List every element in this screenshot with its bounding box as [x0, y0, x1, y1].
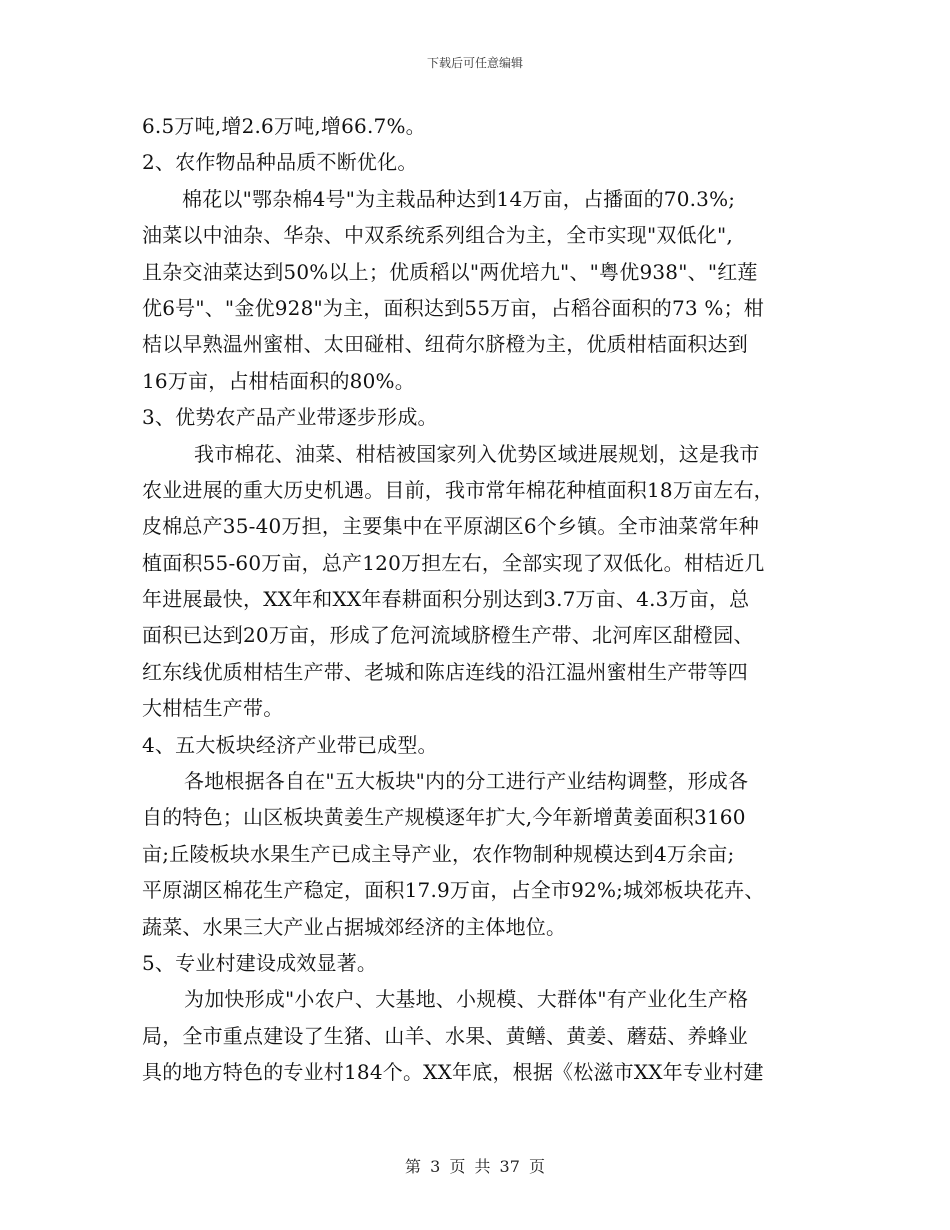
- text-line: 蔬菜、水果三大产业占据城郊经济的主体地位。: [142, 914, 567, 939]
- page-header-note: 下载后可任意编辑: [426, 56, 523, 70]
- text-line: 2、农作物品种品质不断优化。: [142, 150, 418, 175]
- text-line: 优6号"、"金优928"为主，面积达到55万亩，占稻谷面积的73 %；柑: [142, 295, 764, 320]
- text-line: 红东线优质柑桔生产带、老城和陈店连线的沿江温州蜜柑生产带等四: [142, 659, 748, 684]
- page-number: 第 3 页 共 37 页: [405, 1157, 545, 1176]
- text-line: 16万亩，占柑桔面积的80%。: [142, 368, 415, 393]
- text-line: 桔以早熟温州蜜柑、太田碰柑、纽荷尔脐橙为主，优质柑桔面积达到: [142, 332, 748, 357]
- document-body: [142, 108, 822, 1091]
- text-line: 5、专业村建设成效显著。: [142, 950, 378, 975]
- text-line: 年进展最快，XX年和XX年春耕面积分别达到3.7万亩、4.3万亩，总: [142, 587, 750, 612]
- text-line: 农业进展的重大历史机遇。目前，我市常年棉花种植面积18万亩左右，: [142, 477, 774, 502]
- text-line: 3、优势农产品产业带逐步形成。: [142, 405, 438, 430]
- text-line: 自的特色；山区板块黄姜生产规模逐年扩大,今年新增黄姜面积3160: [142, 805, 746, 830]
- text-line: 6.5万吨,增2.6万吨,增66.7%。: [142, 114, 426, 138]
- text-line: 平原湖区棉花生产稳定，面积17.9万亩，占全市92%;城郊板块花卉、: [142, 878, 765, 903]
- text-line: 局，全市重点建设了生猪、山羊、水果、黄鳝、黄姜、蘑菇、养蜂业: [142, 1023, 748, 1048]
- text-line: 面积已达到20万亩，形成了危河流域脐橙生产带、北河库区甜橙园、: [142, 623, 754, 648]
- text-line: 皮棉总产35-40万担，主要集中在平原湖区6个乡镇。全市油菜常年种: [142, 514, 759, 539]
- text-line: 具的地方特色的专业村184个。XX年底，根据《松滋市XX年专业村建: [142, 1060, 764, 1085]
- text-line: 为加快形成"小农户、大基地、小规模、大群体"有产业化生产格: [184, 987, 749, 1012]
- text-line: 4、五大板块经济产业带已成型。: [142, 732, 438, 757]
- text-line: 大柑桔生产带。: [142, 696, 284, 721]
- text-line: 我市棉花、油菜、柑桔被国家列入优势区域进展规划，这是我市: [194, 441, 760, 466]
- text-line: 棉花以"鄂杂棉4号"为主栽品种达到14万亩，占播面的70.3%;: [182, 186, 736, 211]
- text-line: 油菜以中油杂、华杂、中双系统系列组合为主，全市实现"双低化",: [142, 223, 733, 248]
- text-line: 亩;丘陵板块水果生产已成主导产业，农作物制种规模达到4万余亩;: [142, 841, 735, 866]
- text-line: 各地根据各自在"五大板块"内的分工进行产业结构调整，形成各: [184, 769, 749, 794]
- text-line: 且杂交油菜达到50%以上；优质稻以"两优培九"、"粤优938"、"红莲: [142, 259, 758, 284]
- text-line: 植面积55-60万亩，总产120万担左右，全部实现了双低化。柑桔近几: [142, 550, 765, 575]
